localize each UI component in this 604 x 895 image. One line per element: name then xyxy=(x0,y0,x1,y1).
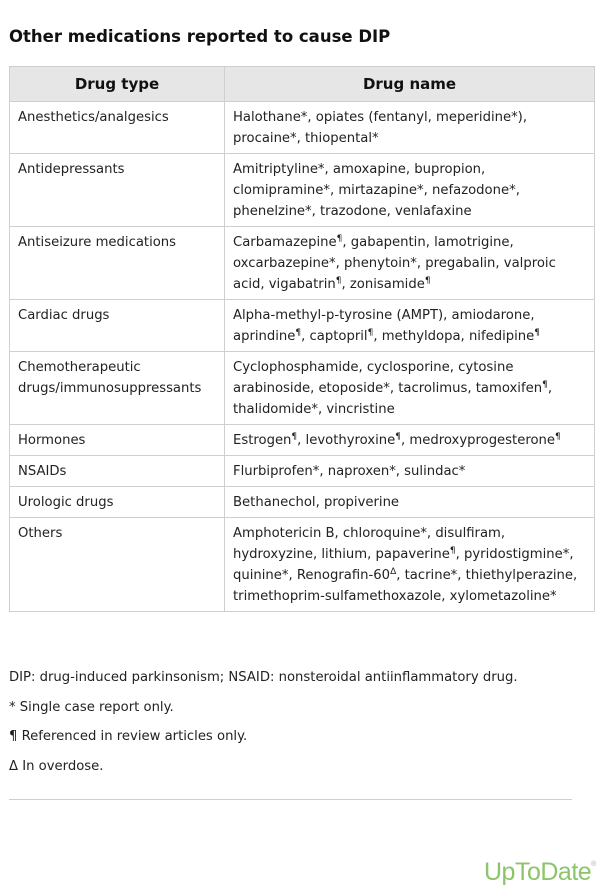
drug-name-cell: Flurbiprofen*, naproxen*, sulindac* xyxy=(225,456,595,487)
table-header-row xyxy=(10,67,595,102)
drug-name-cell: Amitriptyline*, amoxapine, bupropion, clomipramine*, mirtazapine*, nefazodone*, phenelzine*, trazodone, venlafaxine xyxy=(225,154,595,227)
footnotes xyxy=(9,668,518,786)
header-drug-name: Drug name xyxy=(225,67,595,102)
review-mark: ¶ xyxy=(336,234,343,244)
drug-name-cell: Estrogen¶, levothyroxine¶, medroxyprogesterone¶ xyxy=(225,425,595,456)
footnote-pilcrow: ¶ Referenced in review articles only. xyxy=(9,729,248,744)
footnote-asterisk: * Single case report only. xyxy=(9,699,174,715)
table-row xyxy=(10,102,595,154)
review-mark: ¶ xyxy=(555,432,561,442)
review-mark: ¶ xyxy=(542,380,548,390)
table-row xyxy=(10,456,595,487)
drug-type-cell: Chemotherapeutic drugs/immunosuppressants xyxy=(10,352,225,425)
logo-text: UpToDate xyxy=(484,858,592,886)
drug-name-cell: Alpha-methyl-p-tyrosine (AMPT), amiodarone, aprindine¶, captopril¶, methyldopa, nifedipine¶ xyxy=(225,300,595,352)
drug-type-cell: Antidepressants xyxy=(10,154,225,227)
table-row xyxy=(10,425,595,456)
drug-type-cell: Hormones xyxy=(10,425,225,456)
review-mark: ¶ xyxy=(424,276,431,286)
table-row xyxy=(10,300,595,352)
review-mark: ¶ xyxy=(291,432,298,442)
table-row xyxy=(10,518,595,612)
footnote-abbreviations: DIP: drug-induced parkinsonism; NSAID: nonsteroidal antiinflammatory drug. xyxy=(9,670,518,685)
review-mark: ¶ xyxy=(335,276,342,286)
review-mark: ¶ xyxy=(534,328,540,338)
review-mark: ¶ xyxy=(395,432,401,442)
drug-type-cell: Anesthetics/analgesics xyxy=(10,102,225,154)
header-drug-type: Drug type xyxy=(10,67,225,102)
drug-type-cell: NSAIDs xyxy=(10,456,225,487)
drug-type-cell: Urologic drugs xyxy=(10,487,225,518)
review-mark: ¶ xyxy=(367,328,374,338)
table-row xyxy=(10,154,595,227)
divider xyxy=(9,799,572,800)
drug-name-cell: Carbamazepine¶, gabapentin, lamotrigine, oxcarbazepine*, phenytoin*, pregabalin, valproic acid, vigabatrin¶, zonisamide¶ xyxy=(225,227,595,300)
drug-type-cell: Cardiac drugs xyxy=(10,300,225,352)
overdose-mark: Δ xyxy=(390,567,397,577)
uptodate-logo xyxy=(484,858,596,887)
table-row xyxy=(10,352,595,425)
review-mark: ¶ xyxy=(449,546,456,556)
drug-name-cell: Bethanechol, propiverine xyxy=(225,487,595,518)
footnote-delta: Δ In overdose. xyxy=(9,758,104,774)
drug-type-cell: Others xyxy=(10,518,225,612)
page-title: Other medications reported to cause DIP xyxy=(9,27,391,46)
drug-type-cell: Antiseizure medications xyxy=(10,227,225,300)
drug-name-cell: Halothane*, opiates (fentanyl, meperidine*), procaine*, thiopental* xyxy=(225,102,595,154)
drug-name-cell: Cyclophosphamide, cyclosporine, cytosine arabinoside, etoposide*, tacrolimus, tamoxifen¶, thalidomide*, vincristine xyxy=(225,352,595,425)
table-row xyxy=(10,227,595,300)
drug-name-cell: Amphotericin B, chloroquine*, disulfiram, hydroxyzine, lithium, papaverine¶, pyridostigmine*, quinine*, Renografin-$60^\Delta$, tacrine*, thiethylperazine, trimethoprim-sulfamethoxazole, xylometazoline* xyxy=(225,518,595,612)
table-row xyxy=(10,487,595,518)
review-mark: ¶ xyxy=(295,328,302,338)
logo-registered-mark: ® xyxy=(591,861,596,868)
medications-table xyxy=(9,66,595,612)
